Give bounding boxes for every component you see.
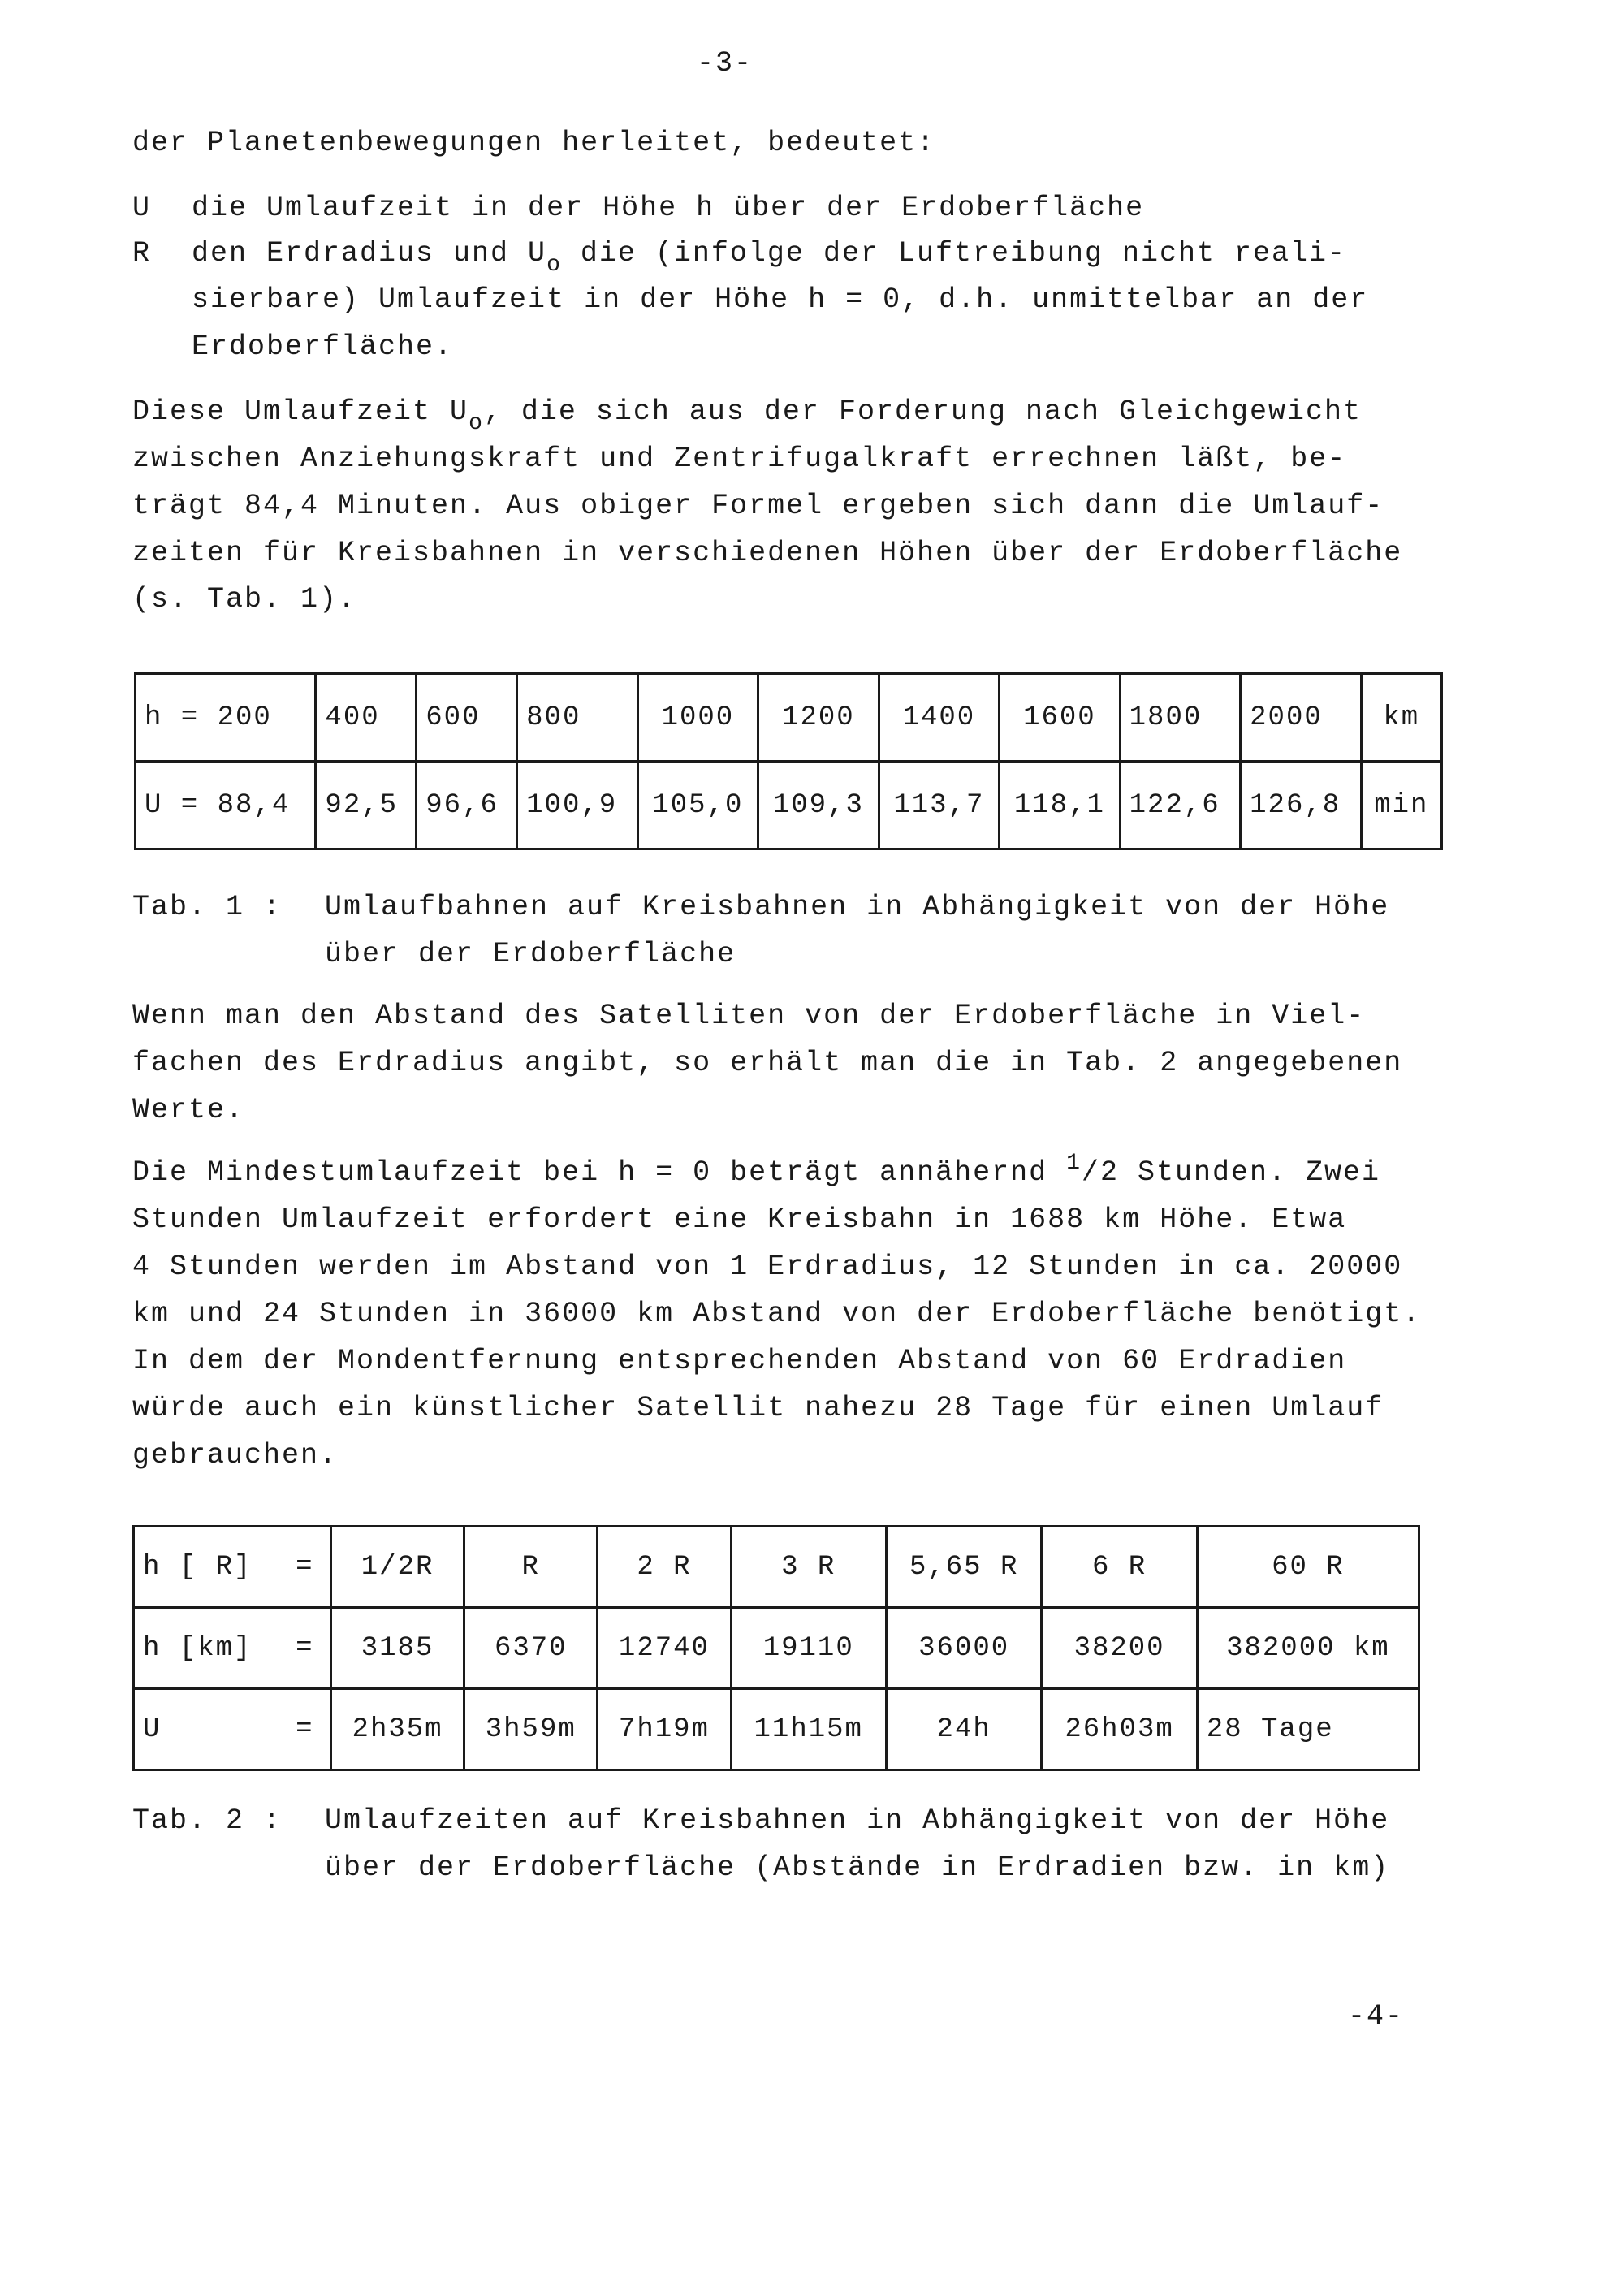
table-cell: 24h — [886, 1689, 1041, 1770]
text-line: würde auch ein künstlicher Satellit nahezu 28 Tage für einen Umlauf — [132, 1392, 1384, 1424]
table-cell: 96,6 — [417, 762, 517, 849]
table-1 — [134, 672, 1443, 850]
table-cell: R — [464, 1527, 598, 1608]
page-number-top: -3- — [697, 47, 754, 80]
text-line: km und 24 Stunden in 36000 km Abstand von der Erdoberfläche benötigt. — [132, 1298, 1422, 1330]
caption-2-label: Tab. 2 : — [132, 1804, 283, 1837]
caption-1-text: Umlaufbahnen auf Kreisbahnen in Abhängigkeit von der Höhe — [325, 891, 1390, 923]
table-row — [134, 1608, 1419, 1689]
table-cell: 60 R — [1197, 1527, 1419, 1608]
table-cell: 28 Tage — [1197, 1689, 1419, 1770]
definition-r-text-cont: Erdoberfläche. — [192, 331, 454, 363]
text-line: In dem der Mondentfernung entsprechenden Abstand von 60 Erdradien — [132, 1345, 1347, 1377]
text-line: Wenn man den Abstand des Satelliten von der Erdoberfläche in Viel- — [132, 1000, 1366, 1032]
table-cell: 122,6 — [1120, 762, 1241, 849]
table-cell: h [km] — [134, 1608, 288, 1689]
table-cell: 2 R — [598, 1527, 731, 1608]
table-cell: 26h03m — [1042, 1689, 1197, 1770]
table-row — [134, 1689, 1419, 1770]
table-cell: 6 R — [1042, 1527, 1197, 1608]
text-line: fachen des Erdradius angibt, so erhält man die in Tab. 2 angegebenen — [132, 1047, 1403, 1079]
page-number-bottom: -4- — [1348, 2000, 1405, 2033]
table-cell: 38200 — [1042, 1608, 1197, 1689]
definition-r-symbol: R — [132, 237, 152, 270]
table-cell: 3 R — [731, 1527, 886, 1608]
table-cell: 126,8 — [1241, 762, 1362, 849]
table-cell: 113,7 — [879, 762, 1000, 849]
table-cell: 600 — [417, 674, 517, 762]
table-cell: 109,3 — [758, 762, 879, 849]
table-cell: 3h59m — [464, 1689, 598, 1770]
table-cell: 12740 — [598, 1608, 731, 1689]
table-cell: 400 — [316, 674, 417, 762]
table-cell: 2000 — [1241, 674, 1362, 762]
caption-2-text: über der Erdoberfläche (Abstände in Erdradien bzw. in km) — [325, 1851, 1390, 1884]
table-cell: 11h15m — [731, 1689, 886, 1770]
table-cell: = — [287, 1689, 330, 1770]
table-cell: 92,5 — [316, 762, 417, 849]
table-row — [136, 674, 1442, 762]
table-cell: 382000 km — [1197, 1608, 1419, 1689]
table-cell: 118,1 — [1000, 762, 1121, 849]
caption-2-text: Umlaufzeiten auf Kreisbahnen in Abhängigkeit von der Höhe — [325, 1804, 1390, 1837]
text-line: (s. Tab. 1). — [132, 583, 357, 616]
table-cell: = — [287, 1608, 330, 1689]
table-cell: U = 88,4 — [136, 762, 316, 849]
text-line: Stunden Umlaufzeit erfordert eine Kreisbahn in 1688 km Höhe. Etwa — [132, 1203, 1347, 1236]
table-cell: U — [134, 1689, 288, 1770]
table-cell: 105,0 — [637, 762, 758, 849]
text-line: trägt 84,4 Minuten. Aus obiger Formel ergeben sich dann die Umlauf- — [132, 490, 1384, 522]
table-cell: 2h35m — [330, 1689, 464, 1770]
definition-u-symbol: U — [132, 192, 152, 224]
table-cell: h [ R] — [134, 1527, 288, 1608]
table-cell: 19110 — [731, 1608, 886, 1689]
text-line: Werte. — [132, 1094, 245, 1126]
table-cell: 1400 — [879, 674, 1000, 762]
table-cell: 6370 — [464, 1608, 598, 1689]
text-line: gebrauchen. — [132, 1439, 339, 1471]
table-cell: = — [287, 1527, 330, 1608]
table-cell: 1800 — [1120, 674, 1241, 762]
table-cell: km — [1361, 674, 1441, 762]
table-cell: 1000 — [637, 674, 758, 762]
table-cell: 100,9 — [517, 762, 638, 849]
table-cell: 1/2R — [330, 1527, 464, 1608]
table-cell: 36000 — [886, 1608, 1041, 1689]
table-cell: 7h19m — [598, 1689, 731, 1770]
caption-1-text: über der Erdoberfläche — [325, 938, 736, 970]
table-cell: 3185 — [330, 1608, 464, 1689]
table-cell: h = 200 — [136, 674, 316, 762]
text-line: zeiten für Kreisbahnen in verschiedenen Höhen über der Erdoberfläche — [132, 537, 1403, 569]
text-line: Die Mindestumlaufzeit bei h = 0 beträgt annähernd $^1$/2 Stunden. Zwei — [132, 1151, 1381, 1189]
definition-r-text: den Erdradius und $U_o$ die (infolge der Luftreibung nicht reali- — [192, 237, 1347, 278]
text-line: der Planetenbewegungen herleitet, bedeutet: — [132, 127, 936, 159]
table-cell: 1600 — [1000, 674, 1121, 762]
definition-r-text-cont: sierbare) Umlaufzeit in der Höhe h = 0, d.h. unmittelbar an der — [192, 283, 1369, 316]
text-line: Diese Umlaufzeit $U_o$, die sich aus der Forderung nach Gleichgewicht — [132, 395, 1363, 436]
table-row — [134, 1527, 1419, 1608]
text-line: 4 Stunden werden im Abstand von 1 Erdradius, 12 Stunden in ca. 20000 — [132, 1251, 1403, 1283]
table-cell: 1200 — [758, 674, 879, 762]
definition-u-text: die Umlaufzeit in der Höhe h über der Erdoberfläche — [192, 192, 1145, 224]
text-line: zwischen Anziehungskraft und Zentrifugalkraft errechnen läßt, be- — [132, 443, 1347, 475]
table-cell: 800 — [517, 674, 638, 762]
table-cell: 5,65 R — [886, 1527, 1041, 1608]
table-row — [136, 762, 1442, 849]
table-cell: min — [1361, 762, 1441, 849]
caption-1-label: Tab. 1 : — [132, 891, 283, 923]
table-2 — [132, 1525, 1420, 1771]
